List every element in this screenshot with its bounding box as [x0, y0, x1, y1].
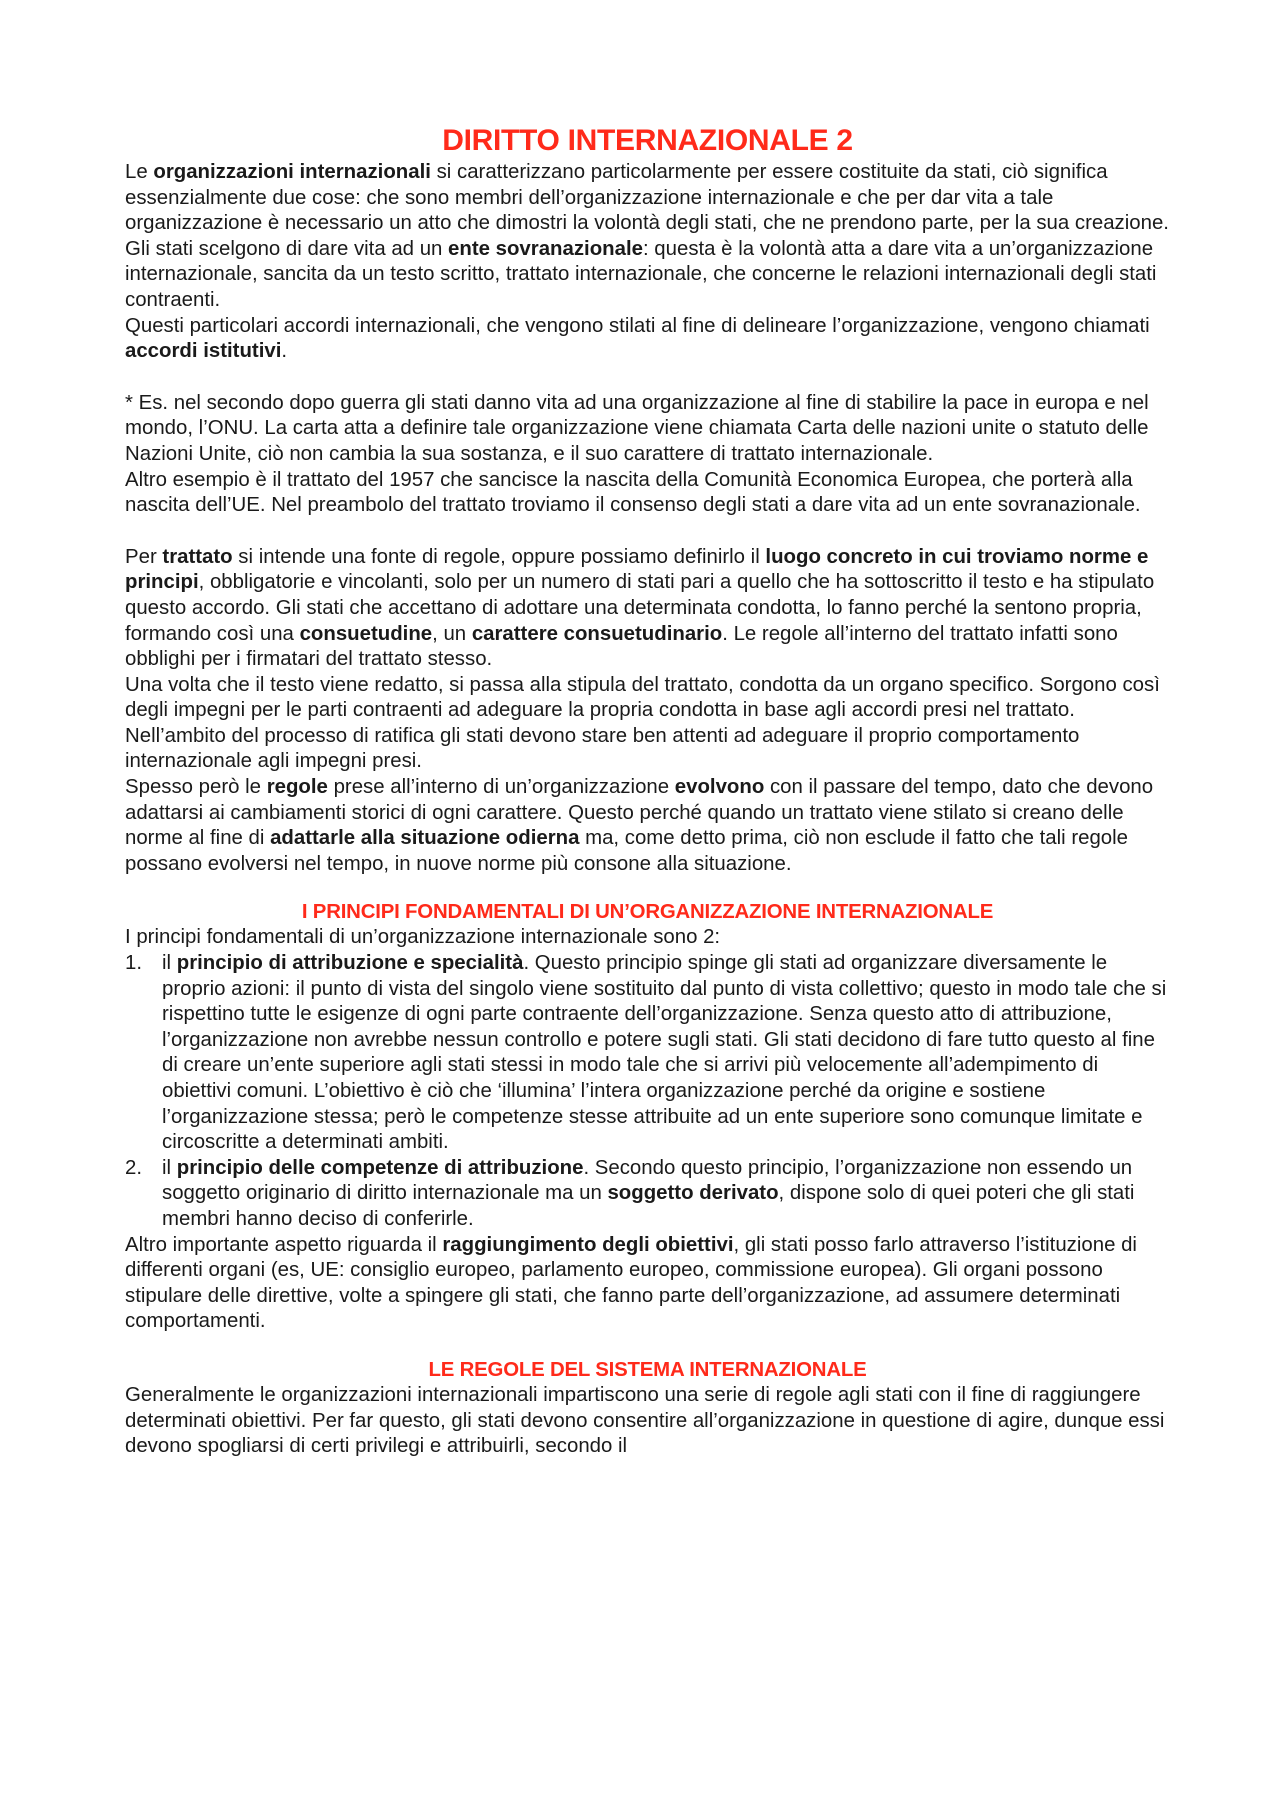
bold-term: organizzazioni internazionali	[153, 161, 431, 183]
bold-term: principio delle competenze di attribuzione	[176, 1156, 584, 1179]
bold-term: consuetudine	[299, 622, 433, 645]
bold-term: regole	[266, 776, 328, 799]
list-item-text: il principio delle competenze di attribuzione. Secondo questo principio, l’organizzazione non essendo un soggetto originario di diritto internazionale ma un soggetto derivato, dispone solo di quei poteri che gli stati membri hanno deciso di conferirle.	[162, 1156, 1135, 1230]
obiettivi-paragraph: Altro importante aspetto riguarda il raggiungimento degli obiettivi, gli stati posso farlo attraverso l’istituzione di differenti organi (es, UE: consiglio europeo, parlamento europeo, commissione europea). Gli organi possono stipulare delle direttive, volte a spingere gli stati, che fanno parte dell’organizzazione, ad assumere determinati comportamenti.	[125, 1233, 1137, 1333]
list-number: 2.	[125, 1156, 143, 1179]
regole-paragraph: Spesso però le regole prese all’interno di un’organizzazione evolvono con il passare del tempo, dato che devono adattarsi ai cambiamenti storici di ogni carattere. Questo perché quando un trattato viene stilato si creano delle norme al fine di adattarle alla situazione odierna ma, come detto prima, ciò non esclude il fatto che tali regole possano evolversi nel tempo, in nuove norme più consone alla situazione.	[125, 776, 1154, 875]
section1-lead: I principi fondamentali di un’organizzazione internazionale sono 2:	[125, 926, 721, 949]
list-item	[125, 1156, 1170, 1233]
example-cee-paragraph: Altro esempio è il trattato del 1957 che sancisce la nascita della Comunità Economica Europea, che porterà alla nascita dell’UE. Nel preambolo del trattato troviamo il consenso degli stati a dare vita ad un ente sovranazionale.	[125, 468, 1141, 517]
document-title: DIRITTO INTERNAZIONALE 2	[442, 124, 853, 157]
bold-term: luogo concreto in cui troviamo norme e principi	[125, 545, 1149, 594]
spacer	[125, 1335, 1170, 1357]
trattato-paragraph: Per trattato si intende una fonte di regole, oppure possiamo definirlo il luogo concreto in cui troviamo norme e principi, obbligatorie e vincolanti, solo per un numero di stati pari a quello che ha sottoscritto il testo e ha stipulato questo accordo. Gli stati che accettano di adottare una determinata condotta, lo fanno perché la sentono propria, formando così una consuetudine, un carattere consuetudinario. Le regole all’interno del trattato infatti sono obblighi per i firmatari del trattato stesso.	[125, 545, 1155, 671]
spacer	[125, 365, 1170, 391]
bold-term: adattarle alla situazione odierna	[270, 827, 580, 850]
ratifica-paragraph: Nell’ambito del processo di ratifica gli stati devono stare ben attenti ad adeguare il proprio comportamento internazionale agli impegni presi.	[125, 724, 1080, 773]
spacer	[125, 519, 1170, 545]
bold-term: principio di attribuzione e specialità	[176, 952, 524, 975]
list-item	[125, 951, 1170, 1156]
bold-term: trattato	[162, 545, 233, 568]
section-heading-regole: LE REGOLE DEL SISTEMA INTERNAZIONALE	[428, 1358, 867, 1381]
section2-body: Generalmente le organizzazioni internazionali impartiscono una serie di regole agli stati con il fine di raggiungere determinati obiettivi. Per far questo, gli stati devono consentire all’organizzazione in questione di agire, dunque essi devono spogliarsi di certi privilegi e attribuirli, secondo il	[125, 1383, 1165, 1458]
bold-term: accordi istitutivi	[125, 340, 282, 363]
accordi-paragraph: Questi particolari accordi internazionali, che vengono stilati al fine di delineare l’organizzazione, vengono chiamati accordi istitutivi.	[125, 314, 1150, 363]
document-page	[125, 124, 1170, 1460]
bold-term: raggiungimento degli obiettivi	[442, 1233, 734, 1256]
list-item-text: il principio di attribuzione e specialità. Questo principio spinge gli stati ad organizzare diversamente le proprio azioni: il punto di vista del singolo viene sostituito dal punto di vista collettivo; questo in modo tale che si rispettino tutte le esigenze di ogni parte contraente dell’organizzazione. Senza questo atto di attribuzione, l’organizzazione non avrebbe nessun controllo e potere sugli stati. Gli stati decidono di fare tutto questo al fine di creare un’ente superiore agli stati stessi in modo tale che si arrivi più velocemente all’adempimento di obiettivi comuni. L’obiettivo è ciò che ‘illumina’ l’intera organizzazione perché da origine e sostiene l’organizzazione stessa; però le competenze stesse attribuite ad un ente superiore sono comunque limitate e circoscritte a determinati ambiti.	[162, 952, 1167, 1154]
bold-term: carattere consuetudinario	[471, 622, 723, 645]
example-onu-paragraph: * Es. nel secondo dopo guerra gli stati danno vita ad una organizzazione al fine di stabilire la pace in europa e nel mondo, l’ONU. La carta atta a definire tale organizzazione viene chiamata Carta delle nazioni unite o statuto delle Nazioni Unite, ciò non cambia la sua sostanza, e il suo carattere di trattato internazionale.	[125, 391, 1149, 465]
principles-list	[125, 951, 1170, 1233]
intro-paragraph: Le organizzazioni internazionali si caratterizzano particolarmente per essere costituite da stati, ciò significa essenzialmente due cose: che sono membri dell’organizzazione internazionale e che per dar vita a tale organizzazione è necessario un atto che dimostri la volontà degli stati, che ne prendono parte, per la sua creazione. Gli stati scelgono di dare vita ad un ente sovranazionale: questa è la volontà atta a dare vita a un’organizzazione internazionale, sancita da un testo scritto, trattato internazionale, che concerne le relazioni internazionali degli stati contraenti.	[125, 161, 1169, 311]
bold-term: ente sovranazionale	[448, 237, 643, 260]
bold-term: evolvono	[674, 776, 765, 799]
spacer	[125, 877, 1170, 899]
section-heading-principi: I PRINCIPI FONDAMENTALI DI UN’ORGANIZZAZIONE INTERNAZIONALE	[301, 901, 994, 924]
list-number: 1.	[125, 952, 143, 975]
stipula-paragraph: Una volta che il testo viene redatto, si passa alla stipula del trattato, condotta da un organo specifico. Sorgono così degli impegni per le parti contraenti ad adeguare la propria condotta in base agli accordi presi nel trattato.	[125, 673, 1160, 722]
bold-term: soggetto derivato	[607, 1182, 779, 1205]
